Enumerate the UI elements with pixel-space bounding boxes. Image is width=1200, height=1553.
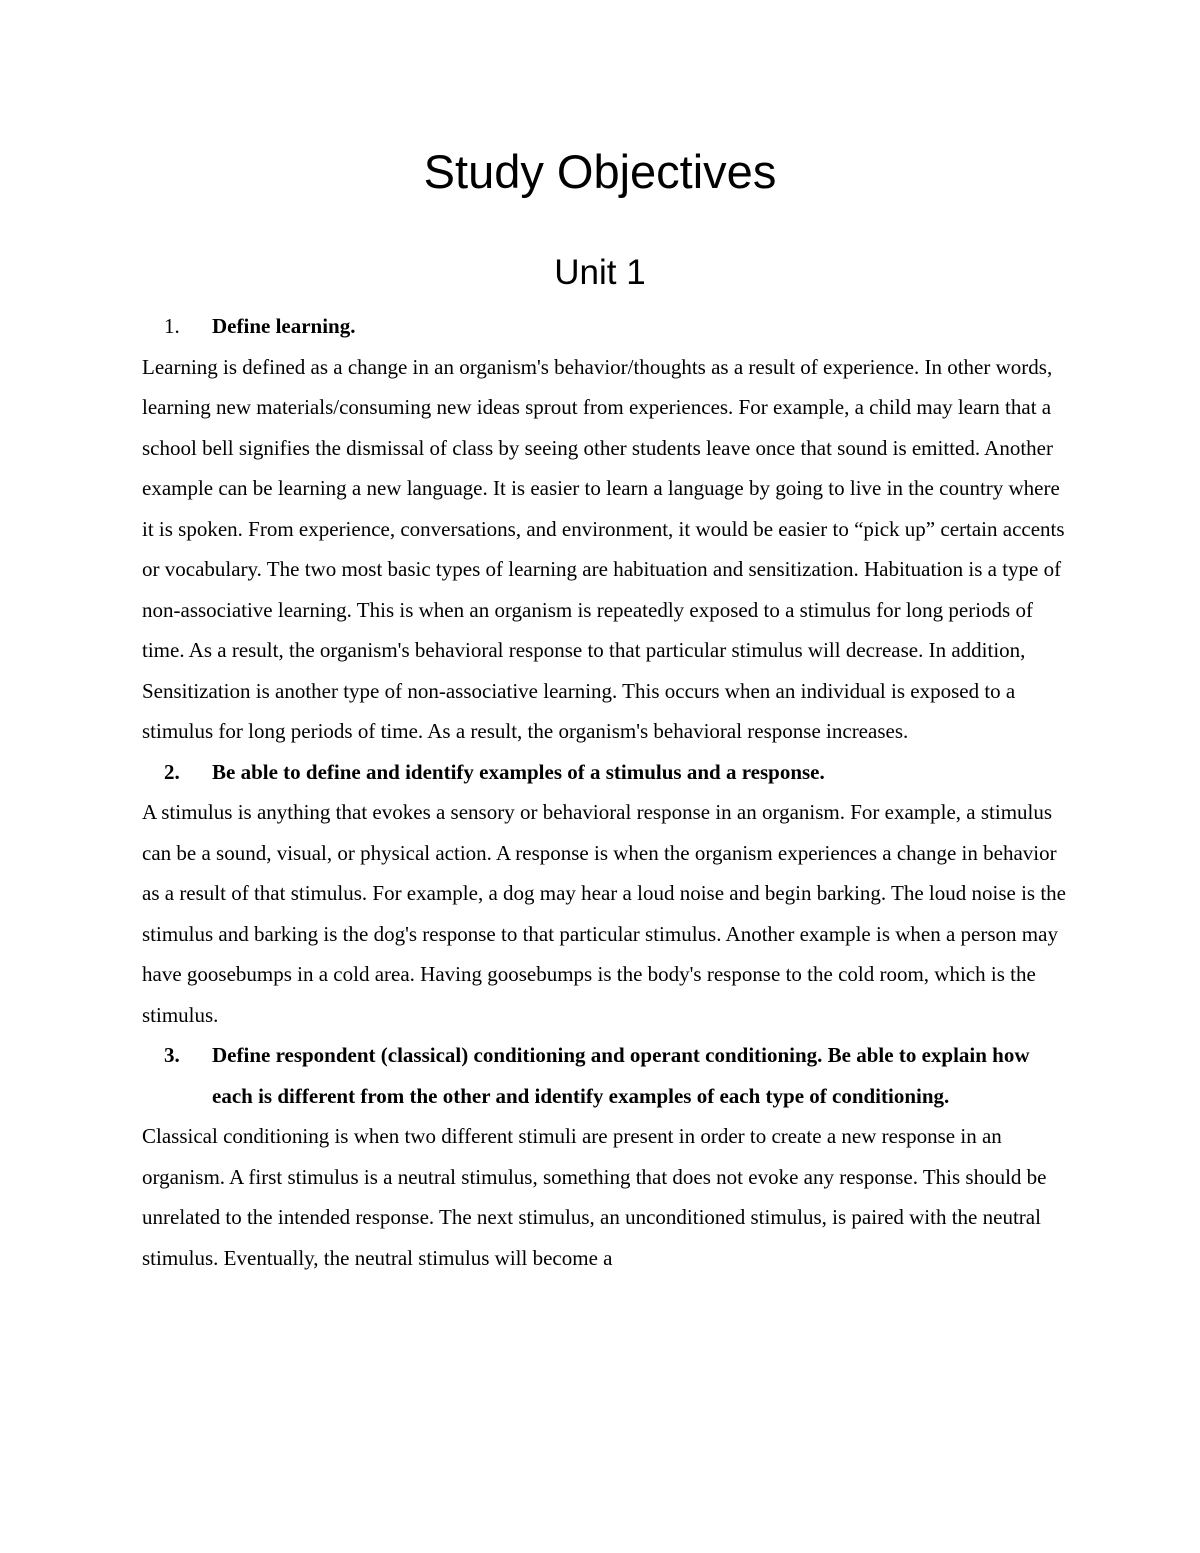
question-1-text: Define learning. xyxy=(212,314,356,338)
question-1-number: 1. xyxy=(164,314,180,338)
question-3 xyxy=(142,1035,1072,1116)
question-2 xyxy=(142,752,1072,793)
answer-3: Classical conditioning is when two different stimuli are present in order to create a new response in an organism. A first stimulus is a neutral stimulus, something that does not evoke any response. This should be unrelated to the intended response. The next stimulus, an unconditioned stimulus, is paired with the neutral stimulus. Eventually, the neutral stimulus will become a xyxy=(142,1124,1047,1270)
answer-2: A stimulus is anything that evokes a sensory or behavioral response in an organism. For example, a stimulus can be a sound, visual, or physical action. A response is when the organism experiences a change in behavior as a result of that stimulus. For example, a dog may hear a loud noise and begin barking. The loud noise is the stimulus and barking is the dog's response to that particular stimulus. Another example is when a person may have goosebumps in a cold area. Having goosebumps is the body's response to the cold room, which is the stimulus. xyxy=(142,800,1066,1027)
document-body xyxy=(142,306,1072,1278)
question-3-number: 3. xyxy=(164,1043,180,1067)
question-2-text: Be able to define and identify examples of a stimulus and a response. xyxy=(212,759,825,784)
question-1 xyxy=(142,306,1072,347)
question-3-text: Define respondent (classical) conditioning and operant conditioning. Be able to explain how each is different from the other and identify examples of each type of conditioning. xyxy=(212,1043,1030,1108)
answer-1: Learning is defined as a change in an organism's behavior/thoughts as a result of experience. In other words, learning new materials/consuming new ideas sprout from experiences. For example, a child may learn that a school bell signifies the dismissal of class by seeing other students leave once that sound is emitted. Another example can be learning a new language. It is easier to learn a language by going to live in the country where it is spoken. From experience, conversations, and environment, it would be easier to “pick up” certain accents or vocabulary. The two most basic types of learning are habituation and sensitization. Habituation is a type of non-associative learning. This is when an organism is repeatedly exposed to a stimulus for long periods of time. As a result, the organism's behavioral response to that particular stimulus will decrease. In addition, Sensitization is another type of non-associative learning. This occurs when an individual is exposed to a stimulus for long periods of time. As a result, the organism's behavioral response increases. xyxy=(142,354,1065,743)
document-title: Study Objectives xyxy=(423,145,777,198)
question-2-number: 2. xyxy=(164,759,180,784)
document-subtitle: Unit 1 xyxy=(554,253,646,292)
